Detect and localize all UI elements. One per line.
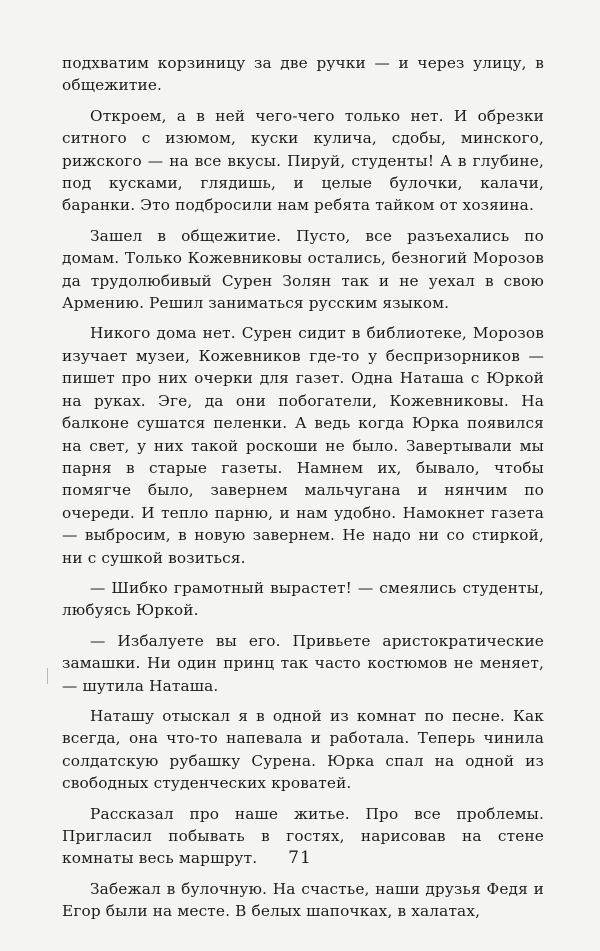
paragraph-dormitory: Зашел в общежитие. Пусто, все разъехались по домам. Только Кожевниковы остались, безногий Морозов да трудолюбивый Сурен Золян так и не уехал в свою Армению. Решил заниматься русским языком.	[62, 226, 544, 313]
book-page-text	[62, 52, 544, 931]
paragraph-bakery: Забежал в булочную. На счастье, наши друзья Федя и Егор были на месте. В белых шапочках, в халатах,	[62, 879, 544, 921]
paragraph-basket-contents: Откроем, а в ней чего-чего только нет. И обрезки ситного с изюмом, куски кулича, сдобы, минского, рижского — на все вкусы. Пируй, студенты! А в глубине, под кусками, глядишь, и целые булочки, калачи, баранки. Это подбросили нам ребята тайком от хозяина.	[62, 106, 544, 215]
paragraph-natasha-jokes: — Избалуете вы его. Привьете аристократические замашки. Ни один принц так часто костюмов не меняет,— шутила Наташа.	[62, 631, 544, 695]
paragraph-nobody-home: Никого дома нет. Сурен сидит в библиотеке, Морозов изучает музеи, Кожевников где-то у беспризорников — пишет про них очерки для газет. Одна Наташа с Юркой на руках. Эге, да они побогатели, Кожевниковы. На балконе сушатся пеленки. А ведь когда Юрка появился на свет, у них такой роскоши не было. Завертывали мы парня в старые газеты. Намнем их, бывало, чтобы помягче было, завернем мальчугана и нянчим по очереди. И тепло парню, и нам удобно. Намокнет газета — выбросим, в новую завернем. Не надо ни со стиркой, ни с сушкой возиться.	[62, 324, 544, 567]
paragraph-told-about-life: Рассказал про наше житье. Про все проблемы. Пригласил побывать в гостях, нарисовав на стене комнаты весь маршрут.	[62, 804, 544, 868]
paragraph-continuation: подхватим корзиницу за две ручки — и через улицу, в общежитие.	[62, 54, 544, 95]
margin-mark	[47, 668, 48, 684]
paragraph-found-natasha: Наташу отыскал я в одной из комнат по песне. Как всегда, она что-то напевала и работала. Теперь чинила солдатскую рубашку Сурена. Юрка спал на одной из свободных студенческих кроватей.	[62, 706, 544, 793]
page-number: 71	[288, 848, 312, 868]
paragraph-students-laugh: — Шибко грамотный вырастет! — смеялись студенты, любуясь Юркой.	[62, 578, 544, 620]
